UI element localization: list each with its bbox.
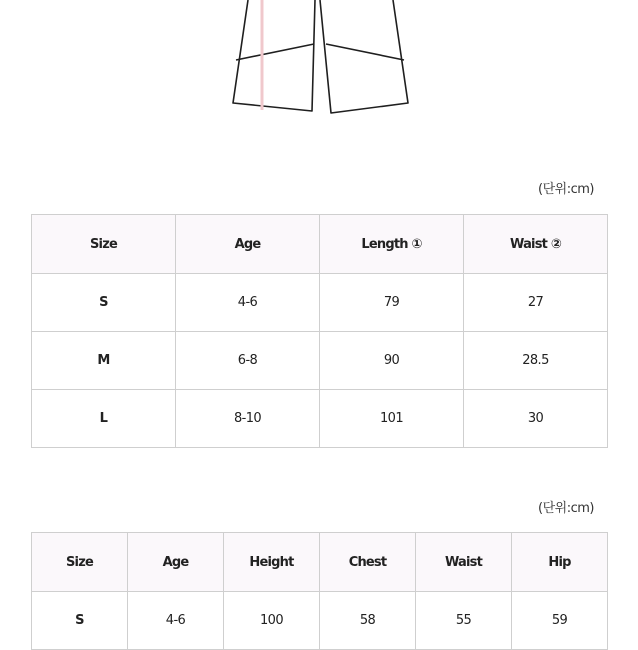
cell-age: 6-8: [176, 332, 320, 390]
cell-waist: 28.5: [464, 332, 608, 390]
size-table-body: [31, 532, 608, 650]
cell-length: 79: [320, 274, 464, 332]
left-leg-outline: [233, 0, 315, 111]
cell-size: S: [32, 592, 128, 650]
table-header-row: [32, 533, 608, 592]
header-waist: Waist: [416, 533, 512, 592]
header-age: Age: [128, 533, 224, 592]
header-hip: Hip: [512, 533, 608, 592]
right-leg-panel-seam: [326, 44, 404, 60]
pants-sketch: [0, 0, 638, 120]
unit-label: (단위:cm): [538, 501, 594, 516]
header-age: Age: [176, 215, 320, 274]
header-chest: Chest: [320, 533, 416, 592]
cell-waist: 27: [464, 274, 608, 332]
header-waist: Waist ②: [464, 215, 608, 274]
table-header-row: [32, 215, 608, 274]
cell-age: 4-6: [128, 592, 224, 650]
cell-size: S: [32, 274, 176, 332]
cell-chest: 58: [320, 592, 416, 650]
cell-length: 90: [320, 332, 464, 390]
cell-hip: 59: [512, 592, 608, 650]
cell-age: 4-6: [176, 274, 320, 332]
table-row: [32, 274, 608, 332]
header-size: Size: [32, 533, 128, 592]
cell-size: M: [32, 332, 176, 390]
cell-size: L: [32, 390, 176, 448]
cell-age: 8-10: [176, 390, 320, 448]
cell-waist: 30: [464, 390, 608, 448]
left-leg-panel-seam: [236, 44, 314, 60]
size-table-pants: [31, 214, 608, 448]
right-leg-outline: [320, 0, 408, 113]
header-length: Length ①: [320, 215, 464, 274]
table-row: [32, 390, 608, 448]
header-size: Size: [32, 215, 176, 274]
cell-waist: 55: [416, 592, 512, 650]
table-row: [32, 592, 608, 650]
unit-label: (단위:cm): [538, 182, 594, 197]
cell-length: 101: [320, 390, 464, 448]
header-height: Height: [224, 533, 320, 592]
table-row: [32, 332, 608, 390]
cell-height: 100: [224, 592, 320, 650]
